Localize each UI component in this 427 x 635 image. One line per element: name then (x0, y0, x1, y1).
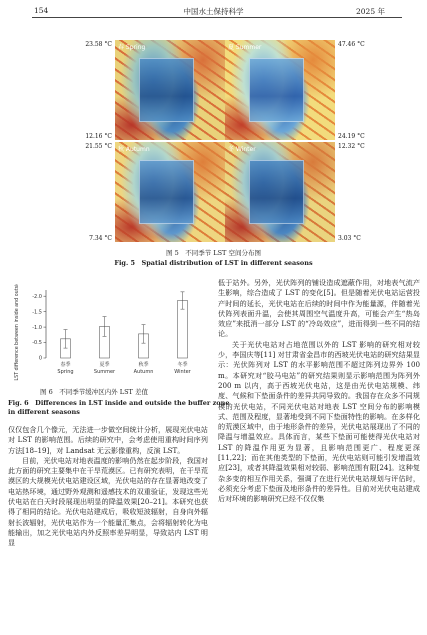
lst-map-autumn (115, 142, 225, 242)
map-season-label: 夏 Summer (228, 44, 262, 51)
y-tick-label: 0 (38, 355, 42, 362)
legend-max-value: 21.55 °C (85, 143, 112, 150)
x-tick-label: 春季 (60, 362, 71, 368)
left-text-column (8, 425, 208, 549)
legend-max-value: 23.58 °C (85, 41, 112, 48)
fig6-caption-en-1: Fig. 6 Differences in LST inside and outside the buffer zone (8, 399, 230, 407)
lst-map-spring (115, 40, 225, 140)
x-tick-label: 秋季 (138, 362, 149, 368)
paragraph: 关于光伏电站对占地范围以外的 LST 影响的研究相对较少，李国庆等[11] 对甘肃省金昌市的西坡光伏电站的研究结果显示：光伏阵列对 LST 的水平影响范围不超过阵列边界外 100 m。本研究对“胶马电站”的研究结果则显示影响范围为阵列外 200 m 以内，高于西坡光伏电站，这是由光伏电站规模、纬度、气候和下垫面条件的差异共同导致的。我国存在众多不同规模的光伏电站，不同光伏电站对地表 LST 空间分布的影响模式、范围及程度，显著地受到不同下垫面特性的影响。在多样化的荒漠区域中，由于地形条件的差异，光伏电站展现出了不同的降温与增温效应。具体而言，某些下垫面可能使得光伏电站对 LST 的降温作用更为显著，且影响范围更广、程度更深[11,22]；而在其他类型的下垫面，光伏电站则可能引发增温效应[23]，或者其降温效果相对较弱、影响范围有限[24]。这种复杂多变的相互作用关系，强调了在进行光伏电站规划与评估时，必须充分考虑下垫面及地形条件的差异性。目前对光伏电站建成后对环境的影响研究已经不仅仅集 (218, 339, 420, 504)
figure6-chart (6, 284, 206, 382)
map-season-label: 冬 Winter (228, 146, 256, 153)
solar-station-area (139, 58, 194, 122)
map-season-label: 春 Spring (118, 44, 146, 51)
x-tick-label: 夏季 (99, 362, 110, 368)
journal-name: 中国水土保持科学 (183, 7, 244, 16)
paragraph: 仅仅包含几个像元，无法进一步做空间统计分析，展现光伏电站对 LST 的影响范围。后续的研究中，会考虑使用重构时间序列方法[18–19]，对 Landsat 无云影像重构，反演 LST。 (8, 425, 208, 455)
lst-map-winter (225, 142, 335, 242)
fig5-caption-zh: 图 5 不同季节 LST 空间分布图 (166, 249, 261, 257)
y-tick-label: -1.0 (32, 324, 42, 331)
fig6-caption-en-2: in different seasons (8, 408, 80, 416)
x-tick-label-en: Autumn (133, 369, 154, 375)
page-number: 154 (34, 6, 49, 15)
y-tick-label: -0.5 (32, 340, 42, 347)
right-text-column (218, 278, 420, 505)
fig5-caption-en: Fig. 5 Spatial distribution of LST in different seasons (114, 259, 313, 267)
map-season-label: 秋 Autumn (118, 146, 150, 153)
x-tick-label-en: Summer (93, 369, 116, 375)
fig6-caption-zh: 图 6 不同季节缓冲区内外 LST 差值 (40, 388, 148, 396)
lst-difference-bar-chart (6, 284, 206, 382)
solar-station-area (249, 58, 304, 122)
y-tick-label: -2.0 (32, 293, 42, 300)
paragraph: 目前，光伏电站对地表温度的影响仍然在起步阶段，我国对此方面的研究主要集中在干旱荒漠区。已有研究表明，在干旱荒漠区的大规模光伏电站建设区域，光伏电站的存在显著地改变了电站热环境，通过野外观测和遥感技术的双重验证，发现这些光伏电站在白天时段展现出明显的降温效果[20–21]。本研究也获得了相同的结论。光伏电站建成后，吸收短波辐射，自身向外辐射长波辐射，光伏电站作为一个能量汇集点，会将辐射转化为电能输出，加之光伏电站内外反照率差异明显，导致站内 LST 明显 (8, 455, 208, 548)
x-tick-label-en: Winter (174, 369, 191, 375)
year: 2025 年 (356, 7, 385, 16)
legend-max-value: 12.32 °C (338, 143, 365, 150)
solar-station-area (249, 160, 304, 224)
x-tick-label-en: Spring (57, 369, 74, 375)
x-tick-label: 冬季 (177, 362, 188, 368)
legend-min-value: 12.16 °C (85, 133, 112, 140)
y-tick-label: -1.5 (32, 309, 42, 316)
legend-max-value: 47.46 °C (338, 41, 365, 48)
legend-min-value: 3.03 °C (338, 235, 361, 242)
lst-map-summer (225, 40, 335, 140)
paragraph: 低于站外。另外，光伏阵列的铺设造成遮蔽作用，对地表气流产生影响，综合造成了 LST 的变化[5]。但是随着光伏电站运营投产时间的延长，光伏电站在后续的时间中作为能量源，伴随着光伏阵列表面升温，会使其周围空气温度升高，可能会产生“热岛效应”来抵消一部分 LST 的“冷岛效应”，进而得到一些不同的结论。 (218, 278, 420, 339)
y-axis-label: 缓冲区内外LST差值/°C LST difference between inside and outside of buffer zone/°C (15, 284, 20, 382)
solar-station-area (139, 160, 194, 224)
legend-min-value: 7.34 °C (89, 235, 112, 242)
legend-min-value: 24.19 °C (338, 133, 365, 140)
header-rule (32, 17, 402, 18)
